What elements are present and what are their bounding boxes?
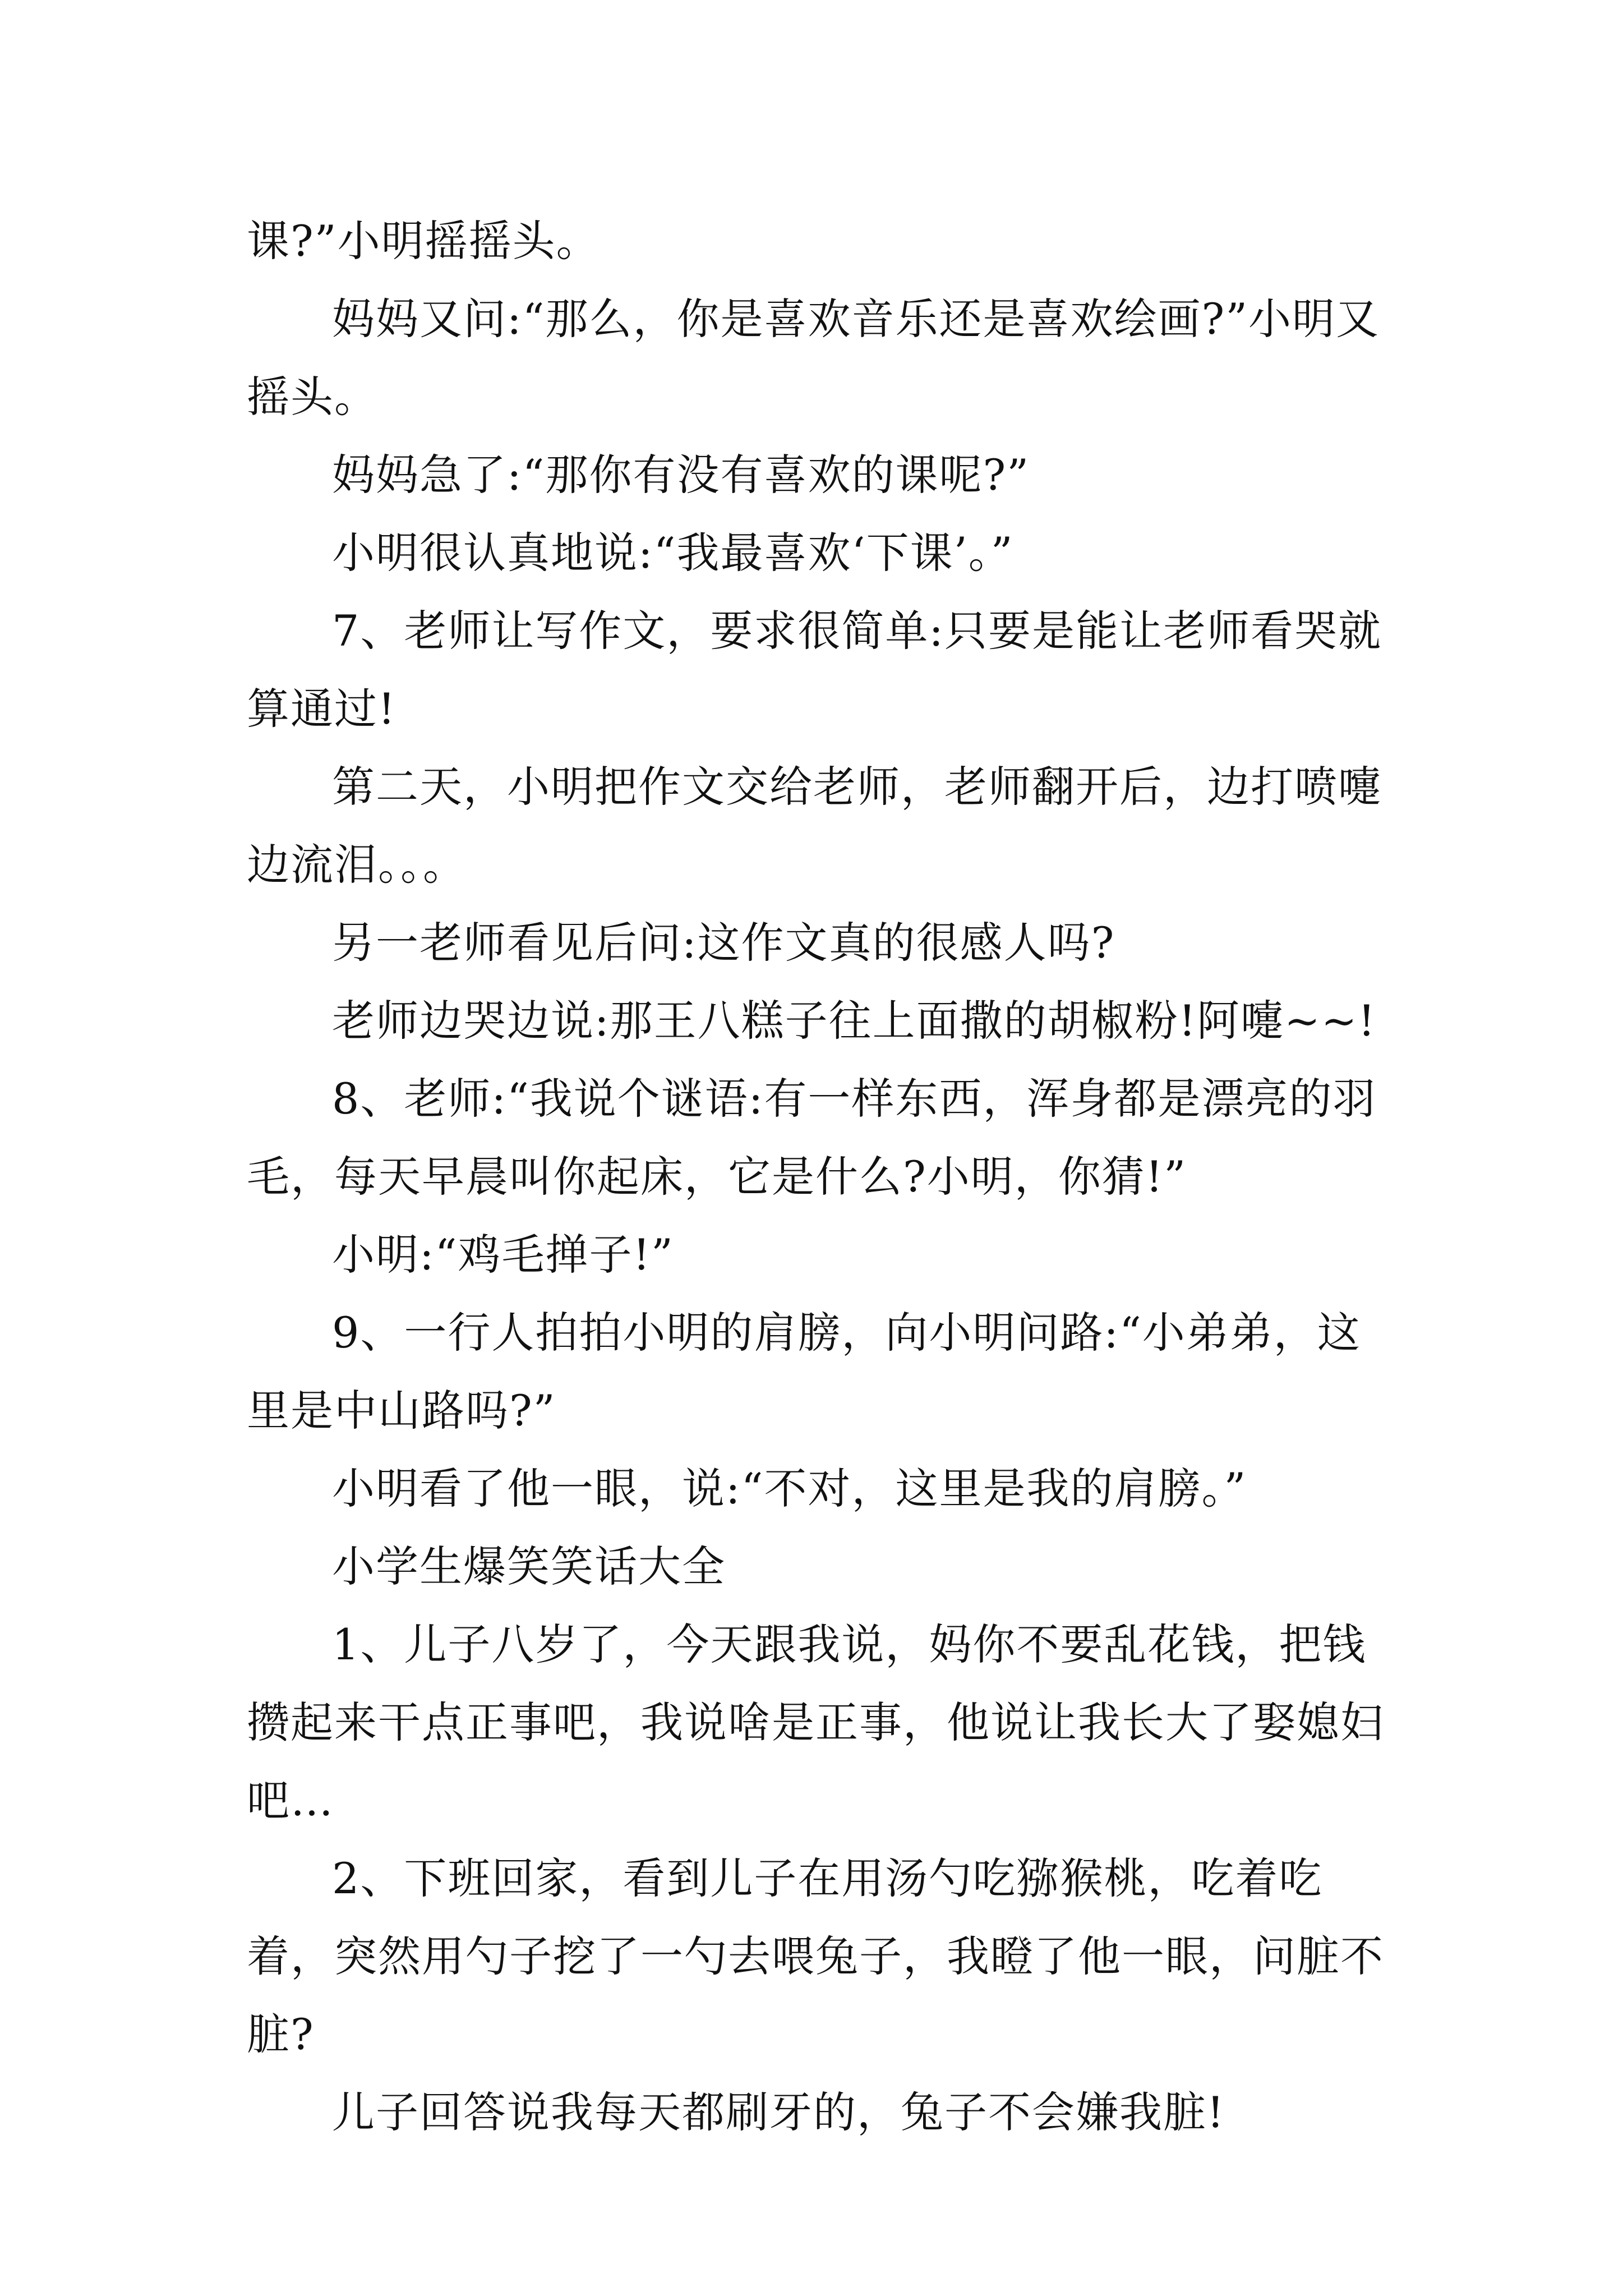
paragraph: 7、老师让写作文，要求很简单:只要是能让老师看哭就算通过!: [247, 606, 1382, 734]
paragraph: 课?”小明摇摇头。: [247, 216, 600, 266]
paragraph: 老师边哭边说:那王八糕子往上面撒的胡椒粉!阿嚏~~!: [332, 996, 1377, 1046]
paragraph: 儿子回答说我每天都刷牙的，兔子不会嫌我脏!: [332, 2087, 1225, 2137]
paragraph: 妈妈急了:“那你有没有喜欢的课呢?”: [332, 450, 1030, 500]
paragraph: 小明看了他一眼，说:“不对，这里是我的肩膀。”: [332, 1464, 1247, 1513]
paragraph: 2、下班回家，看到儿子在用汤勺吃猕猴桃，吃着吃着，突然用勺子挖了一勺去喂兔子，我瞪了他一眼，问脏不脏?: [247, 1853, 1384, 2059]
section-heading: 小学生爆笑笑话大全: [332, 1542, 726, 1591]
paragraph: 另一老师看见后问:这作文真的很感人吗?: [332, 918, 1115, 968]
paragraph: 8、老师:“我说个谜语:有一样东西，浑身都是漂亮的羽毛，每天早晨叫你起床，它是什么?小明，你猜!”: [247, 1074, 1377, 1202]
paragraph: 1、儿子八岁了，今天跟我说，妈你不要乱花钱，把钱攒起来干点正事吧，我说啥是正事，他说让我长大了娶媳妇吧…: [247, 1619, 1384, 1825]
document-body: [247, 202, 1385, 2151]
paragraph: 小明很认真地说:“我最喜欢‘下课’。”: [332, 528, 1014, 578]
paragraph: 第二天，小明把作文交给老师，老师翻开后，边打喷嚏边流泪。。。: [247, 762, 1382, 890]
paragraph: 妈妈又问:“那么，你是喜欢音乐还是喜欢绘画?”小明又摇头。: [247, 294, 1380, 422]
paragraph: 9、一行人拍拍小明的肩膀，向小明问路:“小弟弟，这里是中山路吗?”: [247, 1308, 1361, 1435]
paragraph: 小明:“鸡毛掸子!”: [332, 1230, 674, 1280]
